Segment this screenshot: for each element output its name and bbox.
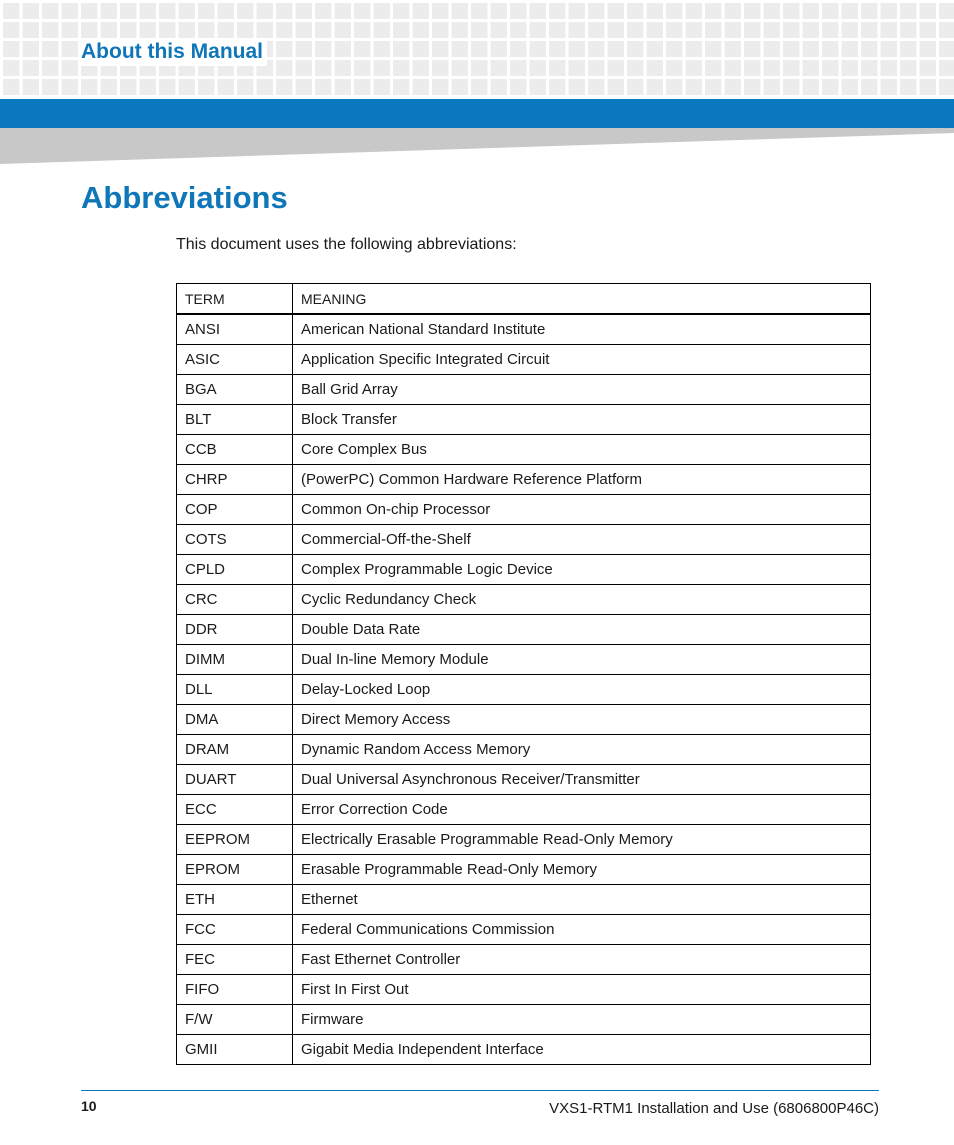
table-row: [177, 645, 871, 675]
meaning-cell: Firmware: [293, 1005, 871, 1035]
meaning-cell: Electrically Erasable Programmable Read-Only Memory: [293, 825, 871, 855]
table-row: [177, 975, 871, 1005]
table-row: [177, 825, 871, 855]
meaning-cell: Common On-chip Processor: [293, 495, 871, 525]
term-cell: CPLD: [177, 555, 293, 585]
table-body: [177, 314, 871, 1065]
table-row: [177, 675, 871, 705]
header-blue-band: [0, 99, 954, 128]
term-cell: ANSI: [177, 314, 293, 345]
table-row: [177, 375, 871, 405]
table-row: [177, 885, 871, 915]
table-row: [177, 495, 871, 525]
table-row: [177, 1035, 871, 1065]
meaning-cell: Federal Communications Commission: [293, 915, 871, 945]
term-cell: CCB: [177, 435, 293, 465]
meaning-cell: Cyclic Redundancy Check: [293, 585, 871, 615]
meaning-cell: Dynamic Random Access Memory: [293, 735, 871, 765]
term-cell: DLL: [177, 675, 293, 705]
term-cell: EPROM: [177, 855, 293, 885]
term-cell: BGA: [177, 375, 293, 405]
meaning-cell: American National Standard Institute: [293, 314, 871, 345]
term-cell: FEC: [177, 945, 293, 975]
table-header-row: [177, 284, 871, 315]
meaning-cell: Dual In-line Memory Module: [293, 645, 871, 675]
table-row: [177, 555, 871, 585]
term-cell: COTS: [177, 525, 293, 555]
table-row: [177, 525, 871, 555]
meaning-cell: Commercial-Off-the-Shelf: [293, 525, 871, 555]
page-number: 10: [81, 1098, 97, 1114]
term-cell: BLT: [177, 405, 293, 435]
abbreviations-table: [176, 283, 871, 1065]
section-title: About this Manual: [81, 38, 267, 66]
meaning-cell: (PowerPC) Common Hardware Reference Platform: [293, 465, 871, 495]
table-row: [177, 945, 871, 975]
term-cell: FIFO: [177, 975, 293, 1005]
table-row: [177, 314, 871, 345]
meaning-cell: Delay-Locked Loop: [293, 675, 871, 705]
table-row: [177, 405, 871, 435]
term-cell: DIMM: [177, 645, 293, 675]
meaning-cell: Ethernet: [293, 885, 871, 915]
table-row: [177, 765, 871, 795]
table-row: [177, 585, 871, 615]
column-header-term: TERM: [177, 284, 293, 315]
meaning-cell: Application Specific Integrated Circuit: [293, 345, 871, 375]
meaning-cell: Dual Universal Asynchronous Receiver/Transmitter: [293, 765, 871, 795]
meaning-cell: First In First Out: [293, 975, 871, 1005]
term-cell: FCC: [177, 915, 293, 945]
table-row: [177, 915, 871, 945]
meaning-cell: Error Correction Code: [293, 795, 871, 825]
term-cell: CHRP: [177, 465, 293, 495]
table-row: [177, 735, 871, 765]
table-row: [177, 855, 871, 885]
intro-text: This document uses the following abbreviations:: [176, 236, 517, 253]
meaning-cell: Core Complex Bus: [293, 435, 871, 465]
term-cell: DMA: [177, 705, 293, 735]
table-row: [177, 1005, 871, 1035]
term-cell: DDR: [177, 615, 293, 645]
term-cell: ASIC: [177, 345, 293, 375]
column-header-meaning: MEANING: [293, 284, 871, 315]
meaning-cell: Complex Programmable Logic Device: [293, 555, 871, 585]
term-cell: F/W: [177, 1005, 293, 1035]
term-cell: COP: [177, 495, 293, 525]
table-row: [177, 705, 871, 735]
meaning-cell: Block Transfer: [293, 405, 871, 435]
document-title: VXS1-RTM1 Installation and Use (6806800P46C): [549, 1100, 879, 1117]
term-cell: ECC: [177, 795, 293, 825]
meaning-cell: Gigabit Media Independent Interface: [293, 1035, 871, 1065]
header-gray-wedge: [0, 128, 954, 164]
meaning-cell: Double Data Rate: [293, 615, 871, 645]
term-cell: CRC: [177, 585, 293, 615]
table-row: [177, 795, 871, 825]
footer-rule: [81, 1090, 879, 1091]
term-cell: DUART: [177, 765, 293, 795]
meaning-cell: Fast Ethernet Controller: [293, 945, 871, 975]
table-row: [177, 435, 871, 465]
term-cell: DRAM: [177, 735, 293, 765]
table-row: [177, 345, 871, 375]
term-cell: EEPROM: [177, 825, 293, 855]
term-cell: ETH: [177, 885, 293, 915]
table-row: [177, 615, 871, 645]
meaning-cell: Direct Memory Access: [293, 705, 871, 735]
table-row: [177, 465, 871, 495]
term-cell: GMII: [177, 1035, 293, 1065]
meaning-cell: Ball Grid Array: [293, 375, 871, 405]
page-heading: Abbreviations: [81, 180, 288, 215]
meaning-cell: Erasable Programmable Read-Only Memory: [293, 855, 871, 885]
